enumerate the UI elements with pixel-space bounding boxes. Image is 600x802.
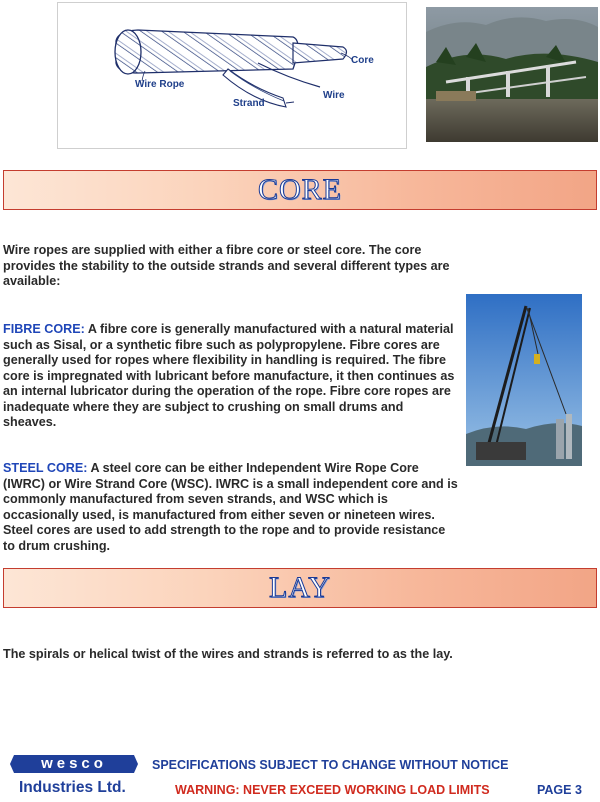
fibre-core-lead: FIBRE CORE: [3, 322, 85, 336]
lay-section-banner [3, 568, 597, 608]
wire-rope-label: Wire Rope [135, 79, 185, 90]
steel-core-paragraph [3, 461, 458, 554]
wire-label: Wire [323, 90, 345, 101]
load-limit-warning: WARNING: NEVER EXCEED WORKING LOAD LIMITS [175, 783, 490, 797]
steel-core-text: A steel core can be either Independent Wire Rope Core (IWRC) or Wire Strand Core (WSC). IWRC is a small independent core and is commonly manufactured from seven strands, and WSC which is occasionally used, is manufactured from either seven or nineteen wires. Steel cores are used to add strength to the rope and to provide resistance to drum crushing. [3, 461, 458, 553]
specifications-notice: SPECIFICATIONS SUBJECT TO CHANGE WITHOUT NOTICE [152, 758, 509, 772]
company-name: Industries Ltd. [19, 779, 126, 796]
steel-core-lead: STEEL CORE: [3, 461, 88, 475]
lay-heading: LAY [269, 571, 331, 604]
logo-wordmark: wesco [41, 755, 107, 772]
fibre-core-text: A fibre core is generally manufactured with a natural material such as Sisal, or a synthetic fibre such as polypropylene. Fibre cores are generally used for ropes where flexibility in handling is required. The fibre core is impregnated with lubricant before manufacture, it then continues as an internal lubricator during the operation of the rope. Fibre core ropes are inadequate where they are subject to crushing on small drums and sheaves. [3, 322, 455, 429]
lay-paragraph: The spirals or helical twist of the wires and strands is referred to as the lay. [3, 647, 453, 661]
wire-rope-illustration [58, 3, 406, 148]
wire-rope-diagram [57, 2, 407, 149]
core-section-banner [3, 170, 597, 210]
intro-paragraph: Wire ropes are supplied with either a fibre core or steel core. The core provides the stability to the outside strands and several different types are available: [3, 243, 450, 288]
strand-label: Strand [233, 98, 265, 109]
core-heading: CORE [257, 173, 342, 206]
core-label: Core [351, 55, 374, 66]
wesco-logo [8, 754, 140, 774]
page-number: PAGE 3 [537, 783, 582, 797]
industrial-site-photo [426, 7, 598, 142]
fibre-core-paragraph [3, 322, 458, 431]
crane-photo [466, 294, 582, 466]
